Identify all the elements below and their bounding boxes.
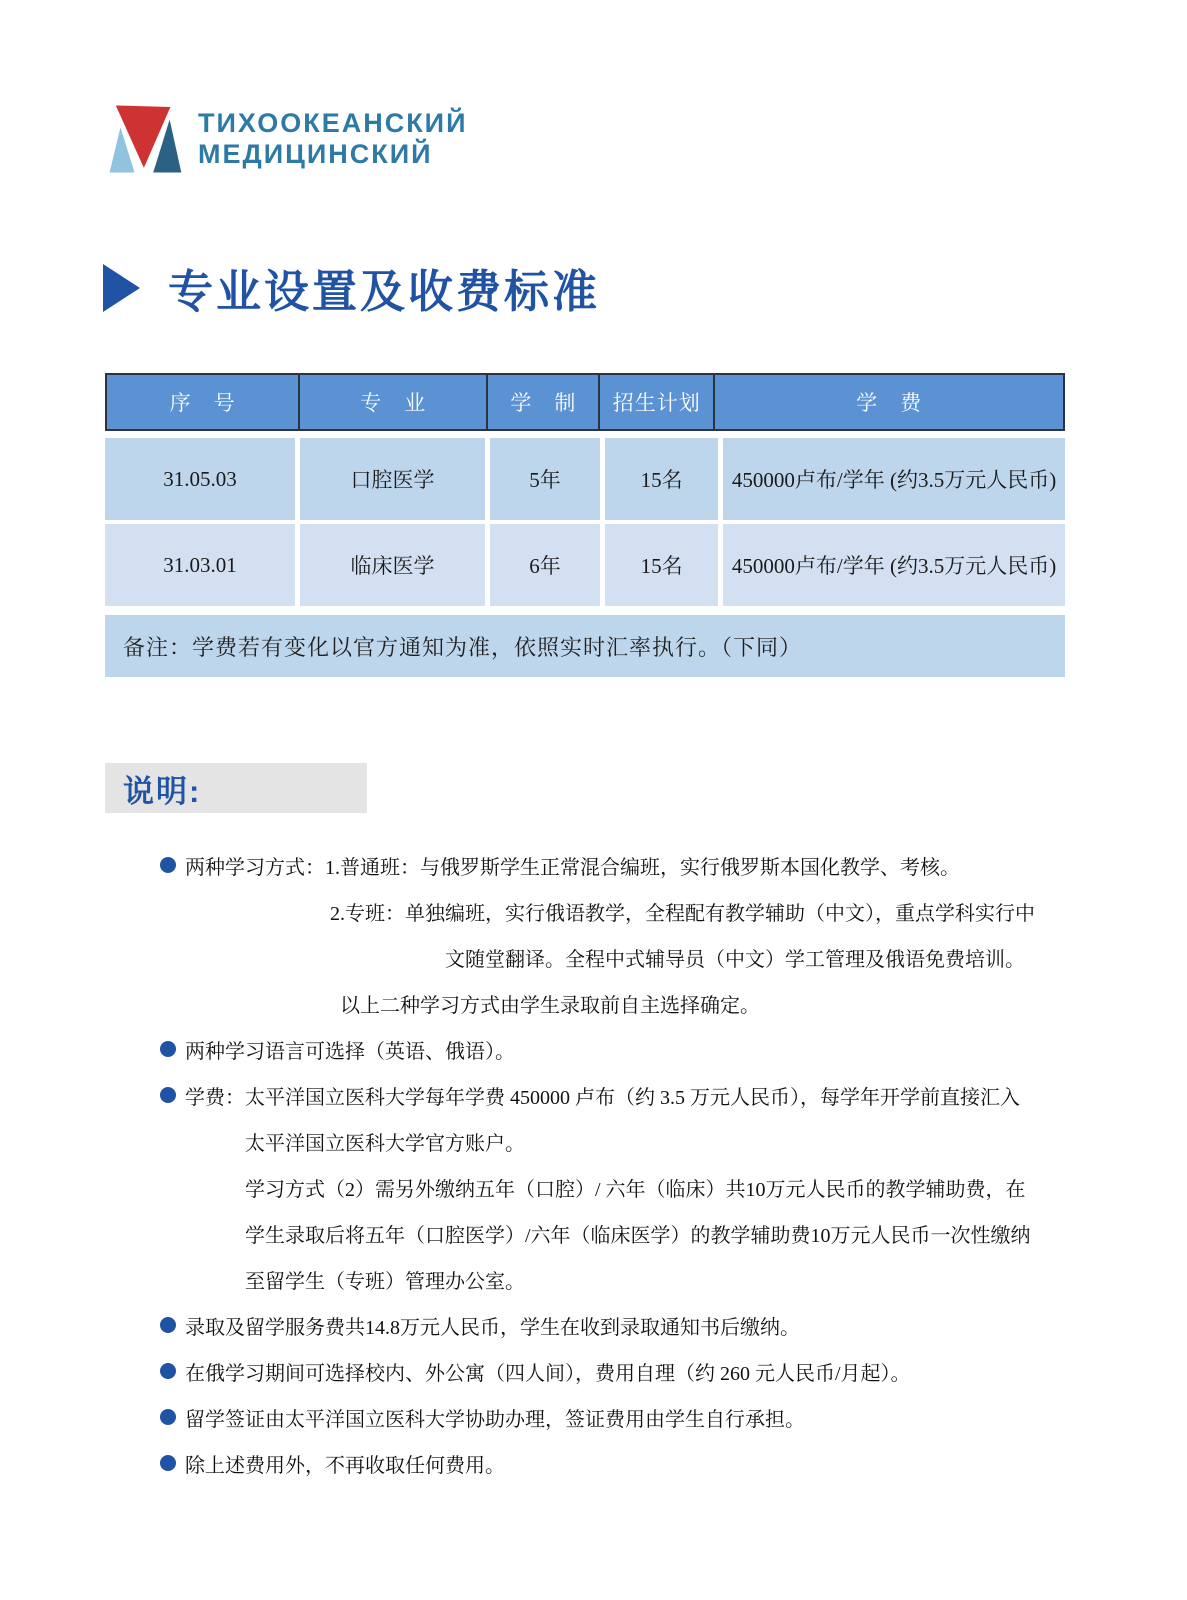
list-item	[160, 1072, 1100, 1118]
fee-table	[105, 373, 1065, 677]
table-header-row	[105, 373, 1065, 431]
notes-header-box	[105, 763, 367, 813]
notes-title: 说明:	[123, 773, 202, 809]
logo-triangles-icon	[108, 103, 186, 175]
cell-major: 临床医学	[300, 524, 485, 606]
logo-line2: МЕДИЦИНСКИЙ	[198, 139, 433, 169]
list-item	[160, 980, 1100, 1026]
list-item	[160, 888, 1100, 934]
list-item	[160, 1302, 1100, 1348]
note-text: 文随堂翻译。全程中式辅导员（中文）学工管理及俄语免费培训。	[445, 948, 1025, 971]
col-header-enrollment: 招生计划	[600, 375, 715, 429]
cell-major: 口腔医学	[300, 438, 485, 520]
note-text: 至留学生（专班）管理办公室。	[245, 1270, 525, 1293]
note-text: 以上二种学习方式由学生录取前自主选择确定。	[340, 994, 760, 1017]
note-text: 学习方式（2）需另外缴纳五年（口腔）/ 六年（临床）共10万元人民币的教学辅助费，在	[245, 1178, 1026, 1201]
note-text: 两种学习方式：1.普通班：与俄罗斯学生正常混合编班，实行俄罗斯本国化教学、考核。	[185, 856, 960, 879]
cell-enrollment: 15名	[605, 438, 718, 520]
page-title: 专业设置及收费标准	[168, 266, 601, 317]
list-item	[160, 934, 1100, 980]
bullet-icon	[160, 1409, 176, 1425]
list-item	[160, 1164, 1100, 1210]
bullet-icon	[160, 857, 176, 873]
list-item	[160, 1026, 1100, 1072]
cell-duration: 6年	[490, 524, 600, 606]
note-text: 录取及留学服务费共14.8万元人民币，学生在收到录取通知书后缴纳。	[185, 1316, 800, 1339]
list-item	[160, 842, 1100, 888]
bullet-icon	[160, 1087, 176, 1103]
list-item	[160, 1348, 1100, 1394]
col-header-tuition: 学 费	[715, 375, 1063, 429]
university-logo	[108, 103, 468, 175]
cell-enrollment: 15名	[605, 524, 718, 606]
cell-tuition: 450000卢布/学年 (约3.5万元人民币)	[723, 438, 1065, 520]
bullet-icon	[160, 1317, 176, 1333]
bullet-icon	[160, 1041, 176, 1057]
bullet-icon	[160, 1363, 176, 1379]
cell-duration: 5年	[490, 438, 600, 520]
note-text: 除上述费用外，不再收取任何费用。	[185, 1454, 505, 1477]
list-item	[160, 1440, 1100, 1486]
table-note: 备注：学费若有变化以官方通知为准，依照实时汇率执行。（下同）	[105, 615, 1065, 677]
note-text: 在俄学习期间可选择校内、外公寓（四人间），费用自理（约 260 元人民币/月起）。	[185, 1362, 911, 1385]
note-text: 学费：太平洋国立医科大学每年学费 450000 卢布（约 3.5 万元人民币），每学年开学前直接汇入	[185, 1086, 1020, 1109]
col-header-major: 专 业	[300, 375, 488, 429]
table-row	[105, 524, 1065, 606]
list-item	[160, 1394, 1100, 1440]
note-text: 太平洋国立医科大学官方账户。	[245, 1132, 525, 1155]
notes-list	[160, 842, 1100, 1486]
arrow-right-icon	[103, 264, 140, 312]
table-row	[105, 438, 1065, 520]
list-item	[160, 1210, 1100, 1256]
note-text: 2.专班：单独编班，实行俄语教学，全程配有教学辅助（中文），重点学科实行中	[330, 902, 1035, 925]
bullet-icon	[160, 1455, 176, 1471]
section-heading	[103, 255, 600, 320]
cell-index: 31.05.03	[105, 438, 295, 520]
cell-tuition: 450000卢布/学年 (约3.5万元人民币)	[723, 524, 1065, 606]
cell-index: 31.03.01	[105, 524, 295, 606]
note-text: 留学签证由太平洋国立医科大学协助办理，签证费用由学生自行承担。	[185, 1408, 805, 1431]
list-item	[160, 1118, 1100, 1164]
note-text: 学生录取后将五年（口腔医学）/六年（临床医学）的教学辅助费10万元人民币一次性缴纳	[245, 1224, 1031, 1247]
logo-line1: ТИХООКЕАНСКИЙ	[198, 108, 468, 138]
col-header-index: 序 号	[107, 375, 300, 429]
list-item	[160, 1256, 1100, 1302]
note-text: 两种学习语言可选择（英语、俄语）。	[185, 1040, 515, 1063]
logo-wordmark	[198, 108, 468, 170]
col-header-duration: 学 制	[488, 375, 600, 429]
